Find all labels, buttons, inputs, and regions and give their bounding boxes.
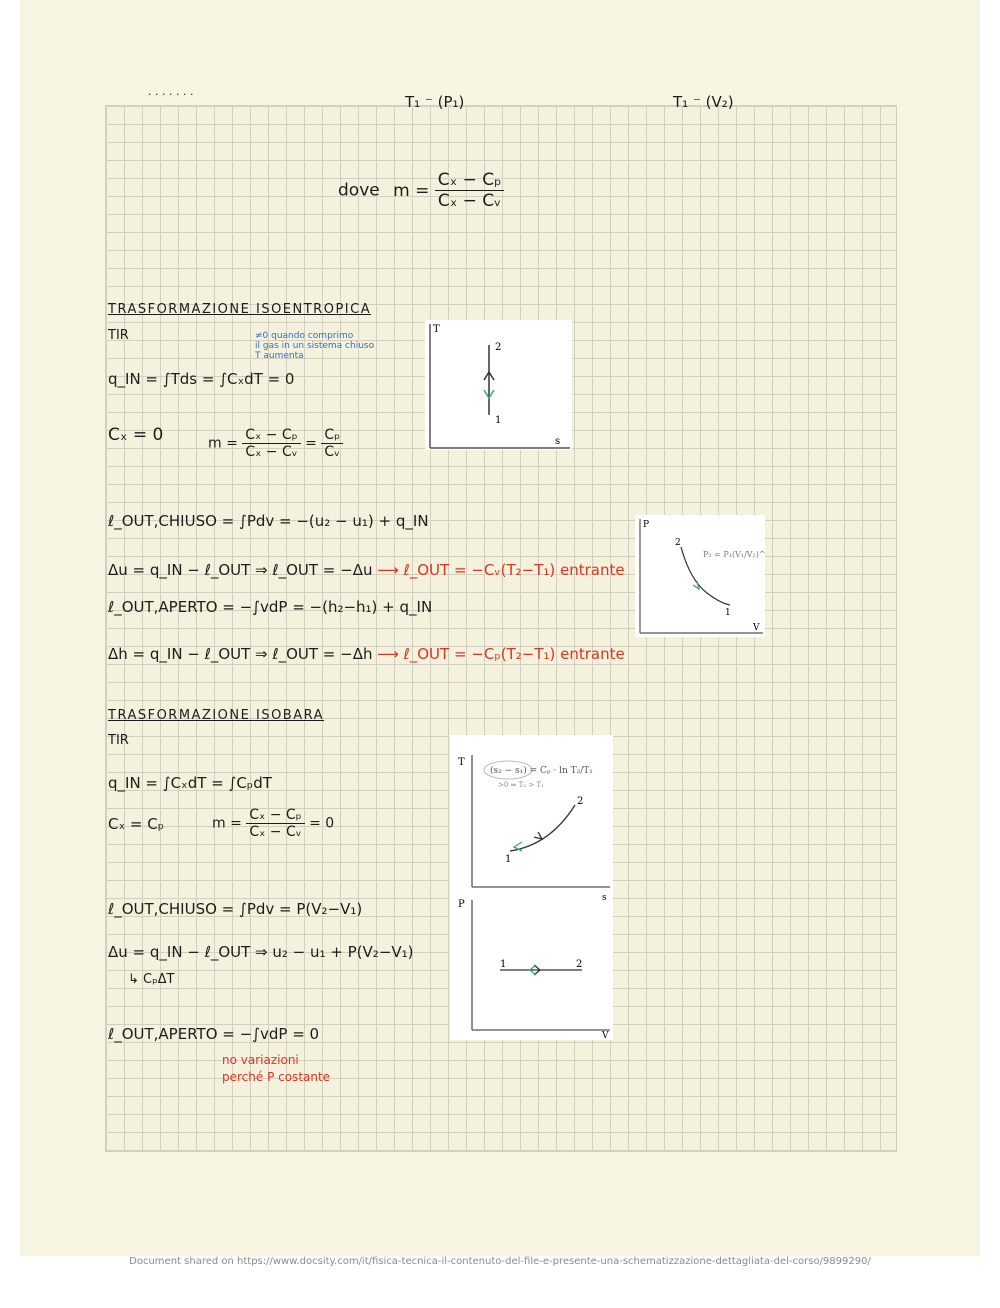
isobaric-plots <box>450 735 613 1040</box>
red-note-line: no variazioni <box>222 1053 299 1067</box>
point-2: 2 <box>495 342 502 353</box>
delta-h-result: ℓ_OUT = −Cₚ(T₂−T₁) entrante <box>403 645 625 663</box>
polytropic-index-formula <box>338 170 504 211</box>
fraction-numerator: Cₓ − Cₚ <box>246 807 304 824</box>
fraction-denominator: Cᵥ <box>324 444 341 460</box>
ts-y-axis-label: T <box>458 757 465 768</box>
m-equals: m = <box>212 815 242 832</box>
x-axis-label: V <box>753 623 760 633</box>
fraction-numerator: Cₓ − Cₚ <box>242 427 300 444</box>
red-arrow: ⟶ <box>377 561 404 579</box>
delta-u-text: Δu = q_IN − ℓ_OUT ⇒ ℓ_OUT = −Δu <box>108 561 373 579</box>
isobaric-l-chiuso: ℓ_OUT,CHIUSO = ∫Pdv = P(V₂−V₁) <box>108 900 363 918</box>
red-arrow: ⟶ <box>377 645 404 663</box>
fraction-numerator: Cₚ <box>321 427 343 444</box>
isentropic-delta-h <box>108 645 625 663</box>
isobaric-cx: Cₓ = Cₚ <box>108 815 165 833</box>
isobaric-tir: TIR <box>108 733 129 748</box>
point-1: 1 <box>495 415 502 426</box>
y-axis-label: P <box>643 520 650 530</box>
isobaric-l-aperto: ℓ_OUT,APERTO = −∫vdP = 0 <box>108 1025 320 1043</box>
pv-point-2: 2 <box>576 959 583 970</box>
isentropic-l-chiuso: ℓ_OUT,CHIUSO = ∫Pdv = −(u₂ − u₁) + q_IN <box>108 512 429 530</box>
ts-point-2: 2 <box>577 796 584 807</box>
polytropic-fraction <box>435 170 505 211</box>
pv-y-axis-label: P <box>458 899 465 910</box>
isobaric-q-in: q_IN = ∫CₓdT = ∫CₚdT <box>108 774 272 792</box>
point-2: 2 <box>675 538 681 548</box>
isobaric-title: TRASFORMAZIONE ISOBARA <box>108 708 325 723</box>
isentropic-title: TRASFORMAZIONE ISOENTROPICA <box>108 302 372 317</box>
ts-formula: (s₂ − s₁) = Cₚ · ln T₂/T₁ <box>490 766 593 776</box>
ts-x-axis-label: s <box>602 893 607 903</box>
isentropic-q-in: q_IN = ∫Tds = ∫CₓdT = 0 <box>108 370 295 388</box>
isentropic-tir: TIR <box>108 328 129 343</box>
ts-formula-note: >0 ⇒ T₂ > T₁ <box>498 781 544 789</box>
m-result-fraction <box>321 427 343 460</box>
fraction-numerator: Cₓ − Cₚ <box>435 170 505 191</box>
delta-u-result: ℓ_OUT = −Cᵥ(T₂−T₁) entrante <box>403 561 625 579</box>
isentropic-blue-note <box>255 331 374 361</box>
x-axis-label: s <box>555 436 561 447</box>
pv-formula: P₂ = P₁(V₁/V₂)^k <box>703 550 765 559</box>
fraction-denominator: Cₓ − Cᵥ <box>437 191 502 211</box>
blue-note-line: ≠0 quando comprimo <box>255 331 354 341</box>
isentropic-l-aperto: ℓ_OUT,APERTO = −∫vdP = −(h₂−h₁) + q_IN <box>108 598 433 616</box>
top-fragment-right: T₁ ⁻ (V₂) <box>673 93 734 111</box>
isobaric-m-formula <box>212 807 334 840</box>
pv-point-1: 1 <box>500 959 507 970</box>
isentropic-cx: Cₓ = 0 <box>108 425 164 445</box>
blue-note-line: il gas in un sistema chiuso <box>255 341 375 351</box>
m-result: = 0 <box>309 815 335 832</box>
isobaric-delta-u: Δu = q_IN − ℓ_OUT ⇒ u₂ − u₁ + P(V₂−V₁) <box>108 943 414 961</box>
m-equals: m = <box>393 180 430 201</box>
red-note-line: perché P costante <box>222 1070 331 1084</box>
m-equals: m = <box>208 435 238 452</box>
isentropic-m-formula: m = $\frac{\text{Cₓ − Cₚ}}{\text{Cₓ − Cᵥ}}$ = $\frac{\text{Cₚ}}{\text{Cᵥ}}$ <box>208 427 343 460</box>
pv-isentropic-plot <box>635 515 765 637</box>
point-1: 1 <box>725 608 731 618</box>
delta-h-text: Δh = q_IN − ℓ_OUT ⇒ ℓ_OUT = −Δh <box>108 645 373 663</box>
m-fraction <box>242 427 300 460</box>
isobaric-red-note <box>222 1052 330 1086</box>
top-fragment-mid: T₁ ⁻ (P₁) <box>405 93 465 111</box>
m-fraction <box>246 807 304 840</box>
ts-isentropic-plot <box>425 320 572 450</box>
y-axis-label: T <box>433 324 440 335</box>
isentropic-delta-u <box>108 561 625 579</box>
ts-point-1: 1 <box>505 854 512 865</box>
pv-x-axis-label: V <box>602 1031 609 1040</box>
fraction-denominator: Cₓ − Cᵥ <box>249 824 302 840</box>
isobaric-delta-u-sub: ↳ CₚΔT <box>128 972 175 987</box>
blue-note-line: T aumenta <box>255 351 304 361</box>
footer-source-text: Document shared on https://www.docsity.com/it/fisica-tecnica-il-contenuto-del-file-e-presente-una-schematizzazione-dettagliata-del-corso/9899290/ <box>129 1256 871 1267</box>
fraction-denominator: Cₓ − Cᵥ <box>245 444 298 460</box>
top-fragment-left: · · · · · · · <box>148 88 194 101</box>
dove-label: dove <box>338 180 380 201</box>
